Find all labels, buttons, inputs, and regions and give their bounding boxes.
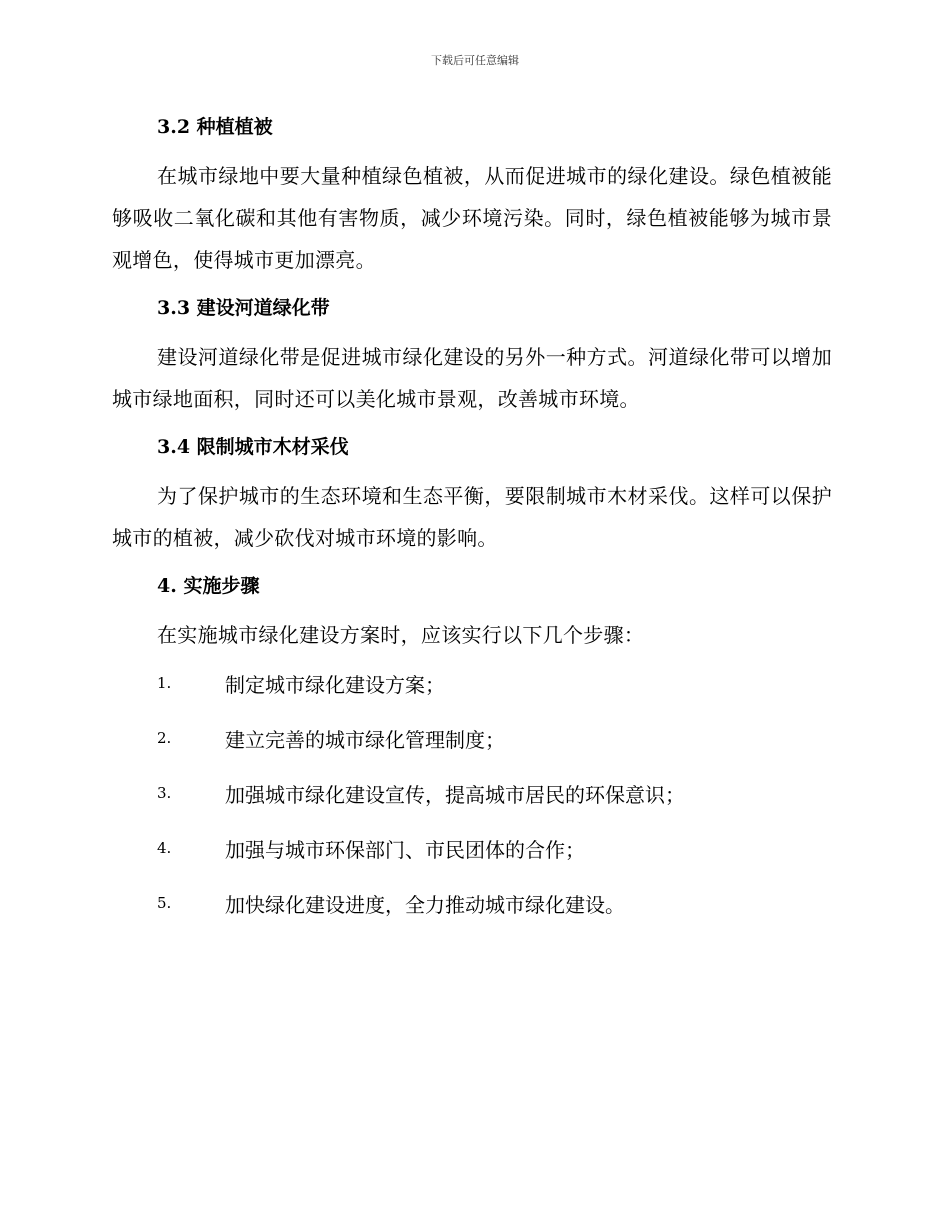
list-item: [112, 666, 832, 700]
list-item-number: 1.: [157, 674, 172, 692]
list-item-number: 4.: [157, 839, 172, 857]
list-item-text: 加快绿化建设进度，全力推动城市绿化建设。: [225, 892, 625, 917]
section-heading-3-2: 3.2 种植植被: [157, 116, 273, 138]
section-heading-4: 4. 实施步骤: [157, 575, 260, 597]
list-item: [112, 776, 832, 810]
list-item: [112, 721, 832, 755]
section-heading-3-3: 3.3 建设河道绿化带: [157, 297, 330, 319]
section-body-4: 在实施城市绿化建设方案时，应该实行以下几个步骤：: [157, 623, 645, 647]
steps-list: [112, 666, 832, 920]
section-body-3-3: 建设河道绿化带是促进城市绿化建设的另外一种方式。河道绿化带可以增加城市绿地面积，同时还可以美化城市景观，改善城市环境。: [112, 345, 832, 411]
list-item-number: 2.: [157, 729, 172, 747]
list-item: [112, 886, 832, 920]
list-item-text: 建立完善的城市绿化管理制度；: [225, 727, 505, 752]
section-heading-3-4: 3.4 限制城市木材采伐: [157, 436, 349, 458]
page-header: 下载后可任意编辑: [431, 54, 519, 67]
list-item: [112, 831, 832, 865]
list-item-text: 制定城市绿化建设方案；: [225, 672, 445, 697]
list-item-number: 5.: [157, 894, 172, 912]
section-body-3-4: 为了保护城市的生态环境和生态平衡，要限制城市木材采伐。这样可以保护城市的植被，减少砍伐对城市环境的影响。: [112, 484, 832, 550]
document-body: [112, 110, 832, 941]
list-item-number: 3.: [157, 784, 172, 802]
list-item-text: 加强与城市环保部门、市民团体的合作；: [225, 837, 585, 862]
section-body-3-2: 在城市绿地中要大量种植绿色植被，从而促进城市的绿化建设。绿色植被能够吸收二氧化碳和其他有害物质，减少环境污染。同时，绿色植被能够为城市景观增色，使得城市更加漂亮。: [112, 164, 832, 272]
list-item-text: 加强城市绿化建设宣传，提高城市居民的环保意识；: [225, 782, 685, 807]
